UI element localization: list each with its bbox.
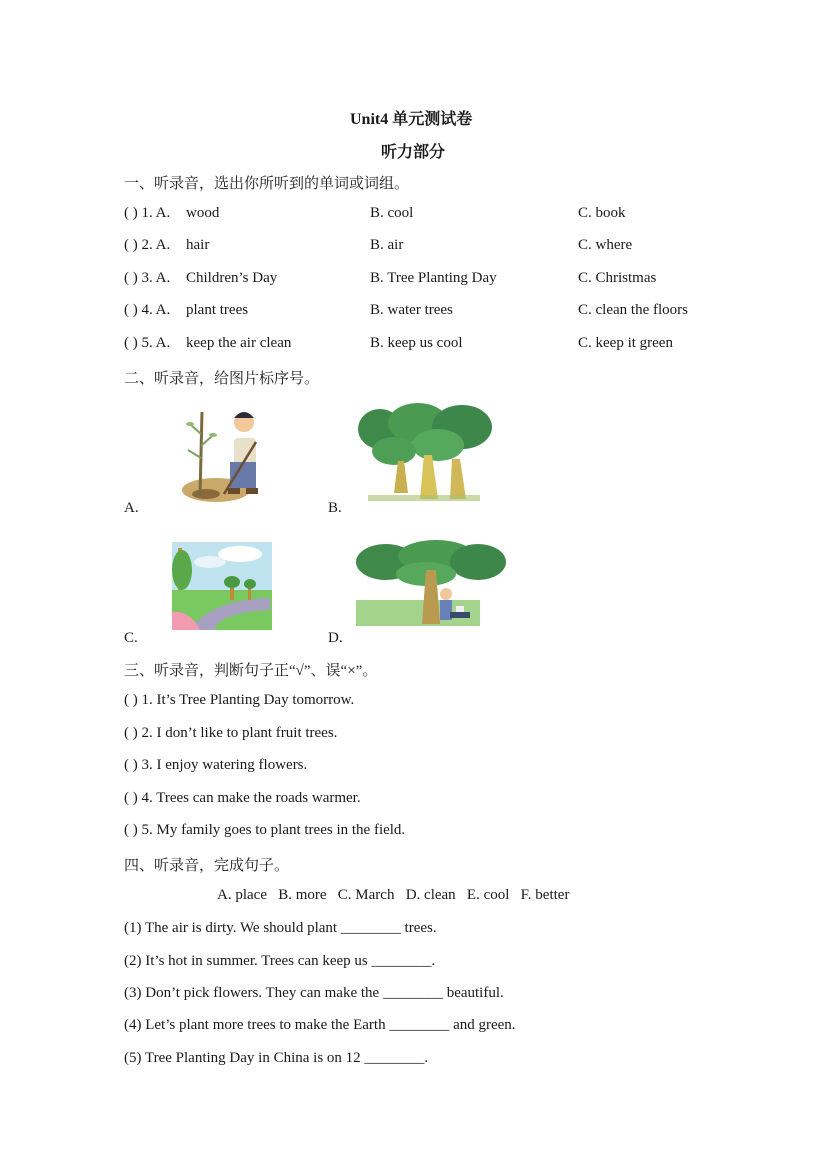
option-b: B. cool: [370, 205, 414, 221]
option-c: C. where: [578, 237, 633, 253]
fill-item: (4) Let’s plant more trees to make the Earth ________ and green.: [124, 1017, 516, 1033]
question-number: ( ) 4. A.: [124, 302, 171, 318]
question-number: ( ) 5. A.: [124, 335, 171, 351]
question-number: ( ) 1. A.: [124, 205, 171, 221]
option-c: C. keep it green: [578, 335, 673, 351]
option-c: C. clean the floors: [578, 302, 688, 318]
judge-item: ( ) 2. I don’t like to plant fruit trees.: [124, 725, 338, 741]
section4-heading: 四、听录音，完成句子。: [124, 858, 290, 874]
page-title: Unit4 单元测试卷: [350, 111, 473, 128]
question-number: ( ) 3. A.: [124, 270, 171, 286]
judge-item: ( ) 4. Trees can make the roads warmer.: [124, 790, 361, 806]
option-a: Children’s Day: [186, 270, 278, 286]
option-a: keep the air clean: [186, 335, 292, 351]
picture-label-c: C.: [124, 630, 138, 646]
option-a: wood: [186, 205, 220, 221]
judge-item: ( ) 1. It’s Tree Planting Day tomorrow.: [124, 692, 355, 708]
picture-label-d: D.: [328, 630, 343, 646]
picture-label-b: B.: [328, 500, 342, 516]
picture-label-a: A.: [124, 500, 139, 516]
section3-heading: 三、听录音，判断句子正“√”、误“×”。: [124, 663, 378, 679]
section1-heading: 一、听录音，选出你所听到的单词或词组。: [124, 176, 410, 192]
option-a: plant trees: [186, 302, 249, 318]
park-road-picture: [170, 540, 274, 632]
judge-item: ( ) 3. I enjoy watering flowers.: [124, 757, 308, 773]
fill-item: (3) Don’t pick flowers. They can make the ________ beautiful.: [124, 985, 504, 1001]
option-b: B. air: [370, 237, 404, 253]
option-b: B. keep us cool: [370, 335, 463, 351]
question-number: ( ) 2. A.: [124, 237, 171, 253]
option-b: B. Tree Planting Day: [370, 270, 497, 286]
big-trees-picture: [358, 403, 494, 503]
fill-item: (2) It’s hot in summer. Trees can keep us ________.: [124, 953, 436, 969]
section2-heading: 二、听录音，给图片标序号。: [124, 371, 320, 387]
boy-under-tree-picture: [356, 540, 506, 628]
option-b: B. water trees: [370, 302, 453, 318]
judge-item: ( ) 5. My family goes to plant trees in the field.: [124, 822, 406, 838]
fill-item: (5) Tree Planting Day in China is on 12 ________.: [124, 1050, 429, 1066]
boy-planting-tree-picture: [176, 404, 272, 504]
option-c: C. book: [578, 205, 626, 221]
page-subtitle: 听力部分: [381, 144, 446, 161]
option-a: hair: [186, 237, 210, 253]
option-c: C. Christmas: [578, 270, 657, 286]
word-options: A. place B. more C. March D. clean E. cool F. better: [217, 887, 570, 903]
fill-item: (1) The air is dirty. We should plant ________ trees.: [124, 920, 437, 936]
